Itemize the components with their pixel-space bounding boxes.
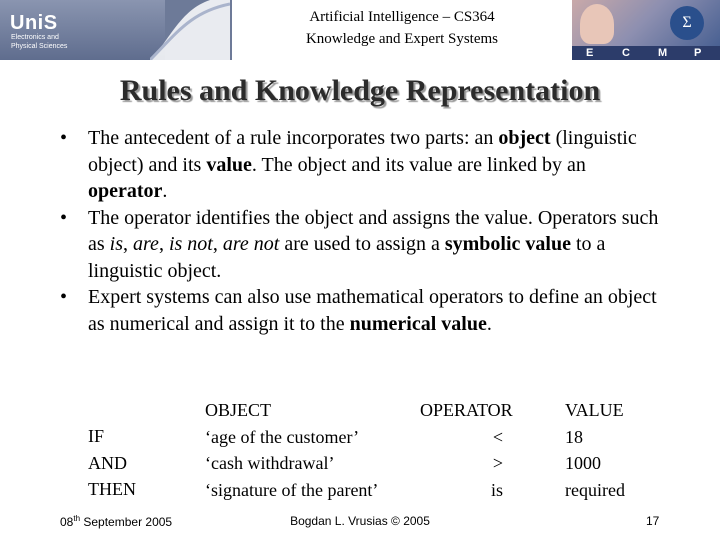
footer-date-day: 08 bbox=[60, 515, 74, 529]
header-banner bbox=[0, 0, 720, 60]
operator-cell: < bbox=[492, 426, 503, 447]
value-cell: required bbox=[565, 479, 625, 500]
footer-author: Bogdan L. Vrusias © 2005 bbox=[290, 514, 430, 528]
bullet-text: are used to assign a bbox=[279, 233, 445, 255]
course-subtitle: Knowledge and Expert Systems bbox=[305, 31, 499, 47]
operator-cell: > bbox=[492, 453, 503, 473]
operator-cell: is bbox=[490, 479, 503, 500]
rule-keywords-column bbox=[88, 423, 136, 503]
keyword-then: THEN bbox=[88, 479, 136, 499]
bullet-item bbox=[58, 125, 668, 205]
keyword-if: IF bbox=[88, 426, 105, 446]
object-cell: ‘age of the customer’ bbox=[205, 426, 360, 447]
bullet-text: , bbox=[123, 233, 134, 255]
keyword-and: AND bbox=[88, 452, 127, 473]
page-number: 17 bbox=[646, 514, 660, 528]
bullet-italic-term: are bbox=[133, 233, 159, 255]
bullet-bold-term: operator bbox=[88, 180, 163, 202]
bullet-bold-term: value bbox=[206, 153, 252, 176]
bullet-bold-term: numerical value bbox=[349, 312, 487, 335]
bullet-text: , bbox=[158, 233, 169, 255]
bullet-italic-term: are not bbox=[222, 233, 280, 255]
bullet-text: . bbox=[486, 312, 492, 335]
bullet-item bbox=[58, 284, 668, 337]
letter-m: M bbox=[658, 47, 668, 59]
logo-subtitle-line1: Electronics and bbox=[11, 34, 59, 41]
object-cell: ‘signature of the parent’ bbox=[205, 479, 379, 500]
object-column bbox=[205, 397, 378, 503]
bullet-item bbox=[58, 205, 668, 285]
bullet-text: to a linguistic object. bbox=[88, 233, 606, 282]
department-letters-strip bbox=[572, 46, 720, 60]
bullet-text: The antecedent of a rule incorporates two parts: an bbox=[88, 127, 499, 149]
bullet-text: . The object and its value are linked by an bbox=[251, 153, 586, 176]
person-photo-icon bbox=[580, 4, 614, 44]
logo-title: UniS bbox=[10, 12, 58, 34]
course-title: Artificial Intelligence – CS364 bbox=[309, 9, 495, 25]
bullet-italic-term: is not bbox=[168, 233, 213, 255]
sigma-icon: Σ bbox=[670, 6, 704, 40]
value-column bbox=[565, 397, 625, 503]
course-title-block bbox=[232, 0, 572, 60]
footer-date-rest: September 2005 bbox=[80, 515, 173, 529]
bullet-text: The operator identifies the object and assigns the value. Operators such as bbox=[88, 206, 659, 255]
letter-c: C bbox=[622, 47, 630, 59]
operator-column bbox=[420, 397, 540, 503]
footer-date-suffix: th bbox=[73, 514, 81, 523]
logo-subtitle-line2: Physical Sciences bbox=[11, 43, 68, 50]
object-cell: ‘cash withdrawal’ bbox=[205, 453, 335, 473]
bullet-text: Expert systems can also use mathematical operators to define an object as numerical and assign it to the bbox=[88, 286, 657, 335]
bullet-text: , bbox=[212, 233, 223, 255]
university-logo bbox=[0, 0, 165, 60]
bullet-italic-term: is bbox=[109, 233, 124, 255]
bullet-text: . bbox=[162, 180, 168, 202]
swoosh-decoration-icon bbox=[150, 0, 230, 60]
value-cell: 1000 bbox=[565, 453, 601, 473]
bullet-text: (linguistic object) and its bbox=[88, 127, 637, 176]
value-header: VALUE bbox=[565, 400, 624, 420]
object-header: OBJECT bbox=[205, 400, 272, 420]
operator-header: OPERATOR bbox=[420, 400, 513, 420]
letter-p: P bbox=[694, 47, 702, 59]
bullet-bold-term: symbolic value bbox=[444, 233, 571, 255]
value-cell: 18 bbox=[565, 426, 583, 447]
bullet-bold-term: object bbox=[498, 127, 551, 149]
bullet-list bbox=[58, 125, 668, 337]
letter-e: E bbox=[586, 47, 594, 59]
header-photo-collage bbox=[572, 0, 720, 60]
slide-title: Rules and Knowledge Representation bbox=[119, 74, 601, 107]
